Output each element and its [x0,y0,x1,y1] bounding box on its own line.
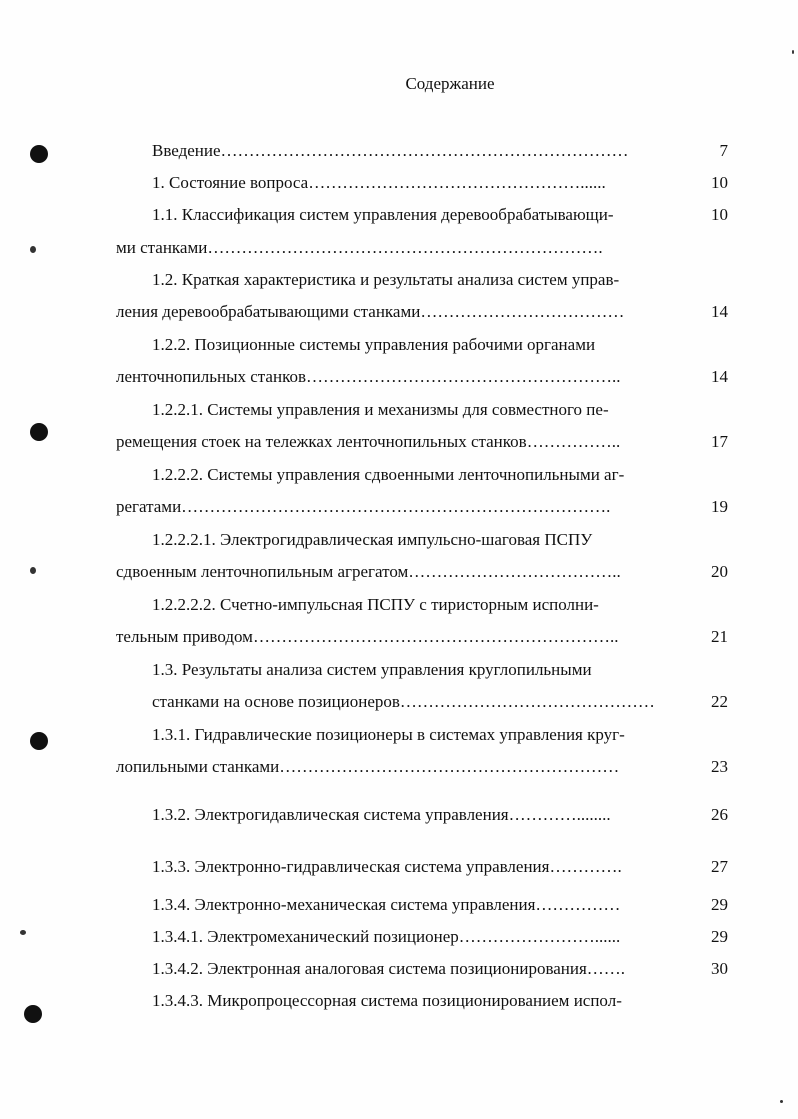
toc-line: сдвоенным ленточнопильным агрегатом……………………………….. [116,562,621,581]
toc-page-number: 29 [711,895,728,914]
toc-page-number: 23 [711,757,728,776]
toc-page-number: 26 [711,805,728,824]
toc-line: 1. Состояние вопроса…………………………………………...... [152,173,606,192]
toc-line: ления деревообрабатывающими станками……………………………… [116,302,625,321]
toc-page-number: 21 [711,627,728,646]
toc-page-number: 22 [711,692,728,711]
toc-line: 1.3. Результаты анализа систем управления круглопильными [152,660,592,679]
toc-page-number: 14 [711,367,728,386]
toc-page-number: 10 [711,205,728,224]
scan-speck [20,930,26,935]
toc-line: 1.3.4.3. Микропроцессорная система позиционированием испол- [152,991,622,1010]
toc-line: 1.3.1. Гидравлические позиционеры в системах управления круг- [152,725,625,744]
binder-hole [30,732,48,750]
toc-page-number: 20 [711,562,728,581]
toc-page-number: 19 [711,497,728,516]
toc-line: ми станками……………………………………………………………. [116,238,603,257]
binder-hole [30,423,48,441]
toc-line: 1.3.3. Электронно-гидравлическая система управления…………. [152,857,622,876]
toc-line: лопильными станками…………………………………………………… [116,757,620,776]
toc-page-number: 14 [711,302,728,321]
toc-line: 1.2.2.2. Системы управления сдвоенными ленточнопильными аг- [152,465,625,484]
scan-speck [30,246,36,253]
toc-page-number: 7 [719,141,728,160]
binder-hole [30,145,48,163]
toc-page-number: 29 [711,927,728,946]
toc-line: 1.1. Классификация систем управления деревообрабатывающи- [152,205,614,224]
toc-line: 1.3.4.2. Электронная аналоговая система позиционирования……. [152,959,626,978]
toc-page-number: 30 [711,959,728,978]
toc-line: Введение……………………………………………………………… [152,141,629,160]
toc-page-number: 27 [711,857,728,876]
binder-hole [24,1005,42,1023]
toc-line: станками на основе позиционеров……………………………………… [152,692,655,711]
page-title: Содержание [405,74,495,93]
toc-line: 1.2.2. Позиционные системы управления рабочими органами [152,335,596,354]
toc-line: 1.2.2.2.1. Электрогидравлическая импульсно-шаговая ПСПУ [152,530,593,549]
scan-speck [792,50,794,54]
toc-page-number: 17 [711,432,728,451]
toc-line: 1.3.2. Электрогидавлическая система управления…………........ [152,805,611,824]
toc-line: 1.3.4.1. Электромеханический позиционер……………………...... [152,927,621,946]
toc-line: 1.3.4. Электронно-механическая система управления…………… [152,895,621,914]
toc-line: тельным приводом……………………………………………………….. [116,627,619,646]
scan-speck [30,567,36,574]
toc-page-number: 10 [711,173,728,192]
toc-line: 1.2.2.1. Системы управления и механизмы для совместного пе- [152,400,609,419]
toc-line: ремещения стоек на тележках ленточнопильных станков…………….. [116,432,621,451]
toc-line: регатами…………………………………………………………………. [116,497,611,516]
toc-line: 1.2.2.2.2. Счетно-импульсная ПСПУ с тиристорным исполни- [152,595,599,614]
toc-line: ленточнопильных станков……………………………………………….. [116,367,621,386]
toc-line: 1.2. Краткая характеристика и результаты анализа систем управ- [152,270,620,289]
scan-speck [780,1100,783,1103]
